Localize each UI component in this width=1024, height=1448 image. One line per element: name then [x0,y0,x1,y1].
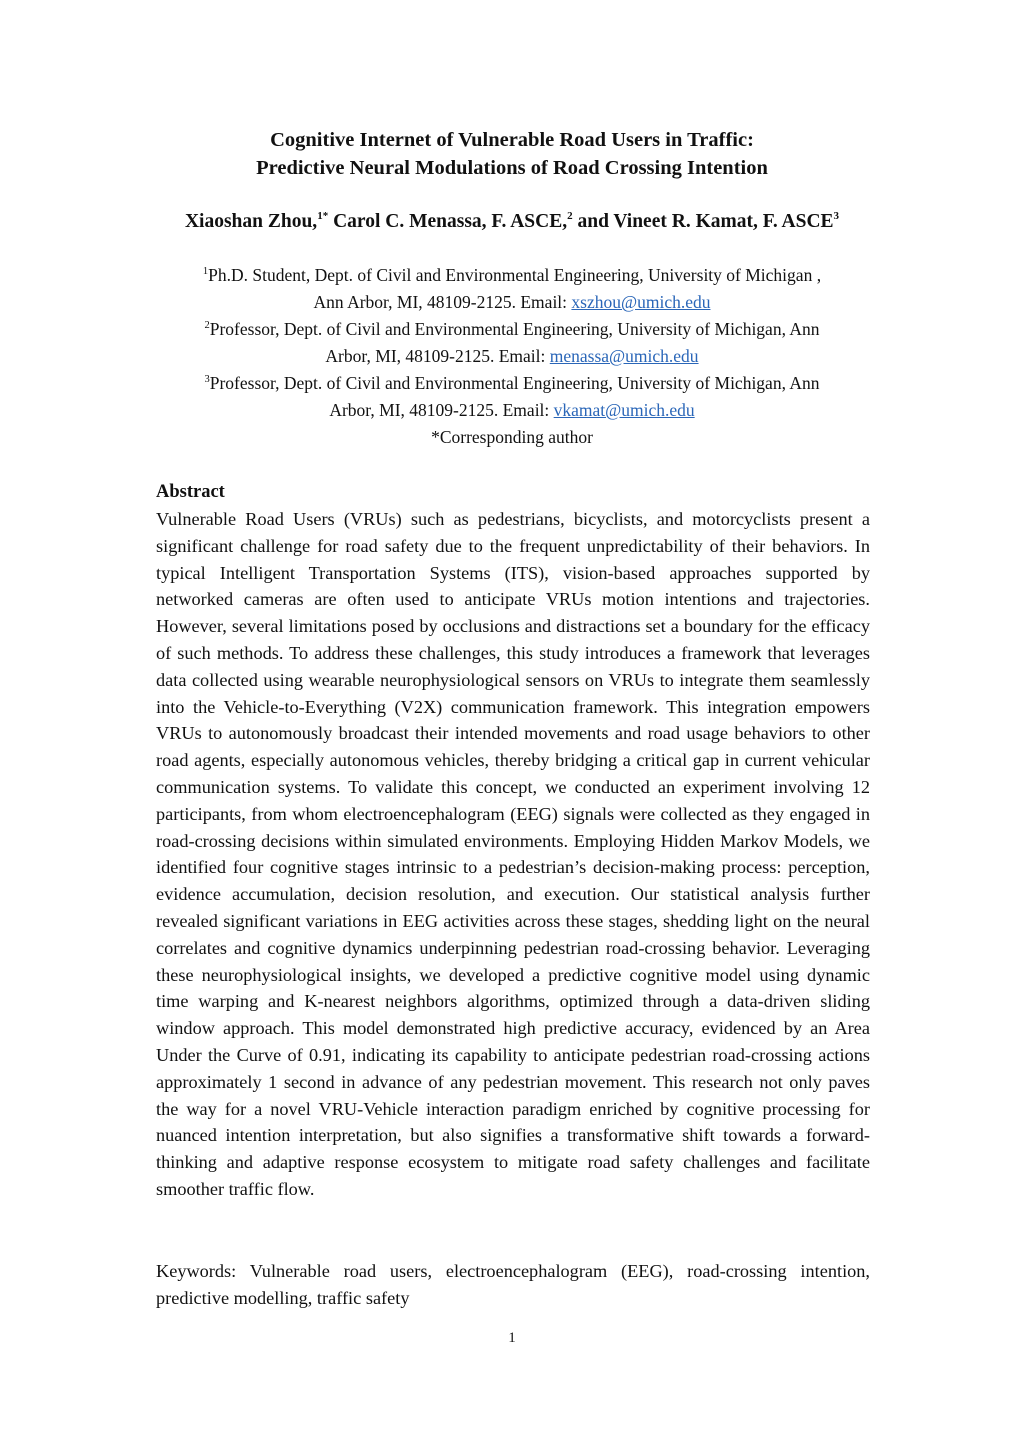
author-2: Carol C. Menassa, F. ASCE, [333,211,568,232]
email-link-1[interactable]: xszhou@umich.edu [571,292,711,312]
keywords: Keywords: Vulnerable road users, electroencephalogram (EEG), road-crossing intention, predictive modelling, traffic safety [156,1261,870,1308]
paper-title [0,126,1024,182]
affiliation-1-address: Ann Arbor, MI, 48109-2125. Email: [313,292,572,312]
affiliation-2-line-2 [150,343,874,370]
title-line-2: Predictive Neural Modulations of Road Crossing Intention [256,157,768,179]
affiliation-3-address: Arbor, MI, 48109-2125. Email: [329,400,554,420]
author-list [0,208,1024,236]
corresponding-author-note: *Corresponding author [431,427,593,447]
affiliation-3-marker: 3 [204,374,210,385]
author-3-marker: 3 [833,210,840,222]
abstract-body: Vulnerable Road Users (VRUs) such as pedestrians, bicyclists, and motorcyclists present a significant challenge for road safety due to the frequent unpredictability of their behaviors. In typical Intelligent Transportation Systems (ITS), vision-based approaches supported by networked cameras are often used to anticipate VRUs motion intentions and trajectories. However, several limitations posed by occlusions and distractions set a boundary for the efficacy of such methods. To address these challenges, this study introduces a framework that leverages data collected using wearable neurophysiological sensors on VRUs to integrate them seamlessly into the Vehicle-to-Everything (V2X) communication framework. This integration empowers VRUs to autonomously broadcast their intended movements and road usage behaviors to other road agents, especially autonomous vehicles, thereby bridging a critical gap in current vehicular communication systems. To validate this concept, we conducted an experiment involving 12 participants, from whom electroencephalogram (EEG) signals were collected as they engaged in road-crossing decisions within simulated environments. Employing Hidden Markov Models, we identified four cognitive stages intrinsic to a pedestrian’s decision-making process: perception, evidence accumulation, decision resolution, and execution. Our statistical analysis further revealed significant variations in EEG activities across these stages, shedding light on the neural correlates and cognitive dynamics underpinning pedestrian road-crossing behavior. Leveraging these neurophysiological insights, we developed a predictive cognitive model using dynamic time warping and K-nearest neighbors algorithms, optimized through a data-driven sliding window approach. This model demonstrated high predictive accuracy, evidenced by an Area Under the Curve of 0.91, indicating its capability to anticipate pedestrian road-crossing actions approximately 1 second in advance of any pedestrian movement. This research not only paves the way for a novel VRU-Vehicle interaction paradigm enriched by cognitive processing for nuanced intention interpretation, but also signifies a transformative shift towards a forward-thinking and adaptive response ecosystem to mitigate road safety challenges and facilitate smoother traffic flow. [156,509,870,1199]
title-line-1: Cognitive Internet of Vulnerable Road Users in Traffic: [270,129,754,151]
affiliations [150,262,874,451]
email-link-3[interactable]: vkamat@umich.edu [553,400,695,420]
author-2-marker: 2 [567,210,573,222]
author-1: Xiaoshan Zhou, [184,211,318,232]
affiliation-2-marker: 2 [204,320,210,331]
affiliation-3-line-2 [150,397,874,424]
affiliation-3-line-1 [150,370,874,397]
affiliation-2-address: Arbor, MI, 48109-2125. Email: [325,346,550,366]
affiliation-1-line-2 [150,289,874,316]
author-1-marker: 1* [317,210,329,222]
affiliation-1-marker: 1 [202,266,209,277]
affiliation-1-text: Ph.D. Student, Dept. of Civil and Environmental Engineering, University of Michigan , [208,265,822,285]
affiliation-2-text: Professor, Dept. of Civil and Environmental Engineering, University of Michigan, Ann [209,319,820,339]
affiliation-2-line-1 [150,316,874,343]
page-number: 1 [508,1330,516,1346]
affiliation-1-line-1 [150,262,874,289]
affiliation-3-text: Professor, Dept. of Civil and Environmental Engineering, University of Michigan, Ann [209,373,820,393]
author-3: and Vineet R. Kamat, F. ASCE [577,211,834,232]
abstract-heading: Abstract [156,482,225,502]
email-link-2[interactable]: menassa@umich.edu [549,346,699,366]
